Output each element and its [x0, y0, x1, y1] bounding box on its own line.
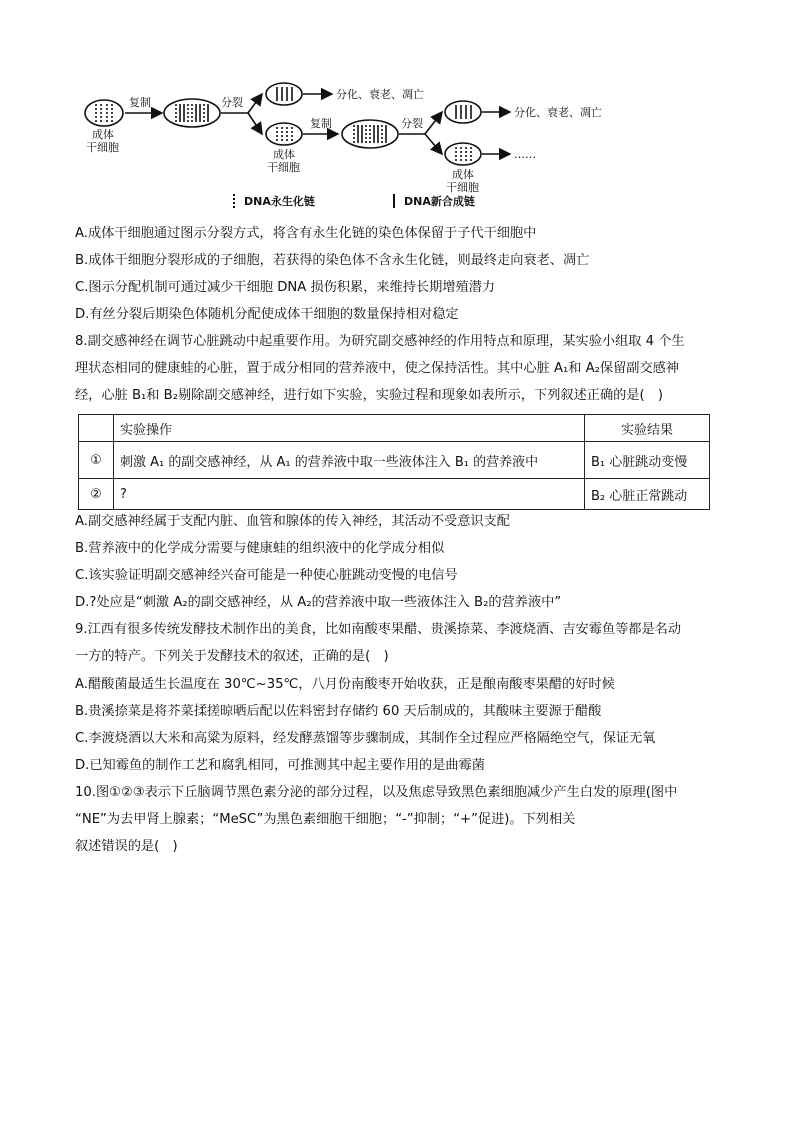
- legend-immortal-strand: DNA永生化链: [244, 195, 315, 208]
- divide-label-2: 分裂: [401, 117, 423, 130]
- experiment-table: [78, 414, 710, 510]
- q7-option-c: C.图示分配机制可通过减少干细胞 DNA 损伤积累，来维持长期增殖潜力: [75, 280, 496, 295]
- q8-stem-line1: 8.副交感神经在调节心脏跳动中起重要作用。为研究副交感神经的作用特点和原理，某实验小组取 4 个生: [75, 334, 685, 349]
- row-result: B₂ 心脏正常跳动: [585, 479, 710, 510]
- row-num: ①: [79, 442, 114, 479]
- q7-option-b: B.成体干细胞分裂形成的子细胞，若获得的染色体不含永生化链，则最终走向衰老、凋亡: [75, 253, 590, 268]
- q10-stem-line3: 叙述错误的是( ): [75, 839, 178, 854]
- q10-stem-line1: 10.图①②③表示下丘脑调节黑色素分泌的部分过程，以及焦虑导致黑色素细胞减少产生白发的原理(图中: [75, 785, 678, 800]
- q9-option-a: A.醋酸菌最适生长温度在 30℃~35℃，八月份南酸枣开始收获，正是酿南酸枣果醋的好时候: [75, 677, 615, 692]
- stem-cell-label-2a: 成体: [273, 148, 295, 161]
- continue-dots: ……: [514, 148, 536, 161]
- row-num: ②: [79, 479, 114, 510]
- q10-stem-line2: “NE”为去甲肾上腺素；“MeSC”为黑色素细胞干细胞；“-”抑制；“+”促进)。下列相关: [75, 812, 576, 827]
- row-operation: ?: [114, 479, 585, 510]
- table-row: [79, 442, 710, 479]
- table-header-result: 实验结果: [585, 415, 710, 442]
- q9-stem-line1: 9.江西有很多传统发酵技术制作出的美食，比如南酸枣果醋、贵溪捺菜、李渡烧酒、吉安霉鱼等都是名动: [75, 622, 682, 637]
- q8-stem-line3: 经，心脏 B₁和 B₂剔除副交感神经，进行如下实验，实验过程和现象如表所示，下列叙述正确的是( ): [75, 388, 664, 403]
- stem-cell-label-1a: 成体: [92, 128, 114, 141]
- q7-option-d: D.有丝分裂后期染色体随机分配使成体干细胞的数量保持相对稳定: [75, 307, 459, 322]
- differentiating-cell-1: [266, 83, 302, 105]
- row-result: B₁ 心脏跳动变慢: [585, 442, 710, 479]
- row-operation: 刺激 A₁ 的副交感神经，从 A₁ 的营养液中取一些液体注入 B₁ 的营养液中: [114, 442, 585, 479]
- fate-label-1: 分化、衰老、凋亡: [336, 88, 424, 101]
- table-header-num: [79, 415, 114, 442]
- table-header-row: [79, 415, 710, 442]
- q8-stem-line2: 理状态相同的健康蛙的心脏，置于成分相同的营养液中，使之保持活性。其中心脏 A₁和 A₂保留副交感神: [75, 361, 680, 376]
- stem-cell-division-diagram: [70, 82, 630, 214]
- stem-cell-3: [445, 143, 481, 165]
- q8-option-a: A.副交感神经属于支配内脏、血管和腺体的传入神经，其活动不受意识支配: [75, 514, 510, 529]
- q7-option-a: A.成体干细胞通过图示分裂方式，将含有永生化链的染色体保留于子代干细胞中: [75, 226, 537, 241]
- q9-option-d: D.已知霉鱼的制作工艺和腐乳相同，可推测其中起主要作用的是曲霉菌: [75, 758, 485, 773]
- fate-label-2: 分化、衰老、凋亡: [514, 106, 602, 119]
- differentiating-cell-2: [445, 101, 481, 123]
- q9-option-b: B.贵溪捺菜是将芥菜揉搓晾晒后配以佐料密封存储约 60 天后制成的，其酸味主要源于醋酸: [75, 704, 602, 719]
- stem-cell-label-3a: 成体: [452, 168, 474, 181]
- stem-cell-label-1b: 干细胞: [86, 141, 119, 154]
- q9-option-c: C.李渡烧酒以大米和高粱为原料，经发酵蒸馏等步骤制成，其制作全过程应严格隔绝空气，保证无氧: [75, 731, 656, 746]
- copy-label-2: 复制: [310, 117, 332, 130]
- copy-label-1: 复制: [129, 96, 151, 109]
- q9-stem-line2: 一方的特产。下列关于发酵技术的叙述，正确的是( ): [75, 649, 389, 664]
- table-row: [79, 479, 710, 510]
- q8-option-c: C.该实验证明副交感神经兴奋可能是一种使心脏跳动变慢的电信号: [75, 568, 458, 583]
- divide-label-1: 分裂: [221, 96, 243, 109]
- legend-new-strand: DNA新合成链: [404, 195, 475, 208]
- stem-cell-label-3b: 干细胞: [446, 181, 479, 194]
- table-header-op: 实验操作: [114, 415, 585, 442]
- q8-option-b: B.营养液中的化学成分需要与健康蛙的组织液中的化学成分相似: [75, 541, 445, 556]
- stem-cell-2: [266, 123, 302, 145]
- stem-cell-1: [85, 100, 123, 126]
- stem-cell-label-2b: 干细胞: [267, 161, 300, 174]
- q8-option-d: D.?处应是“刺激 A₂的副交感神经，从 A₂的营养液中取一些液体注入 B₂的营养液中”: [75, 595, 562, 610]
